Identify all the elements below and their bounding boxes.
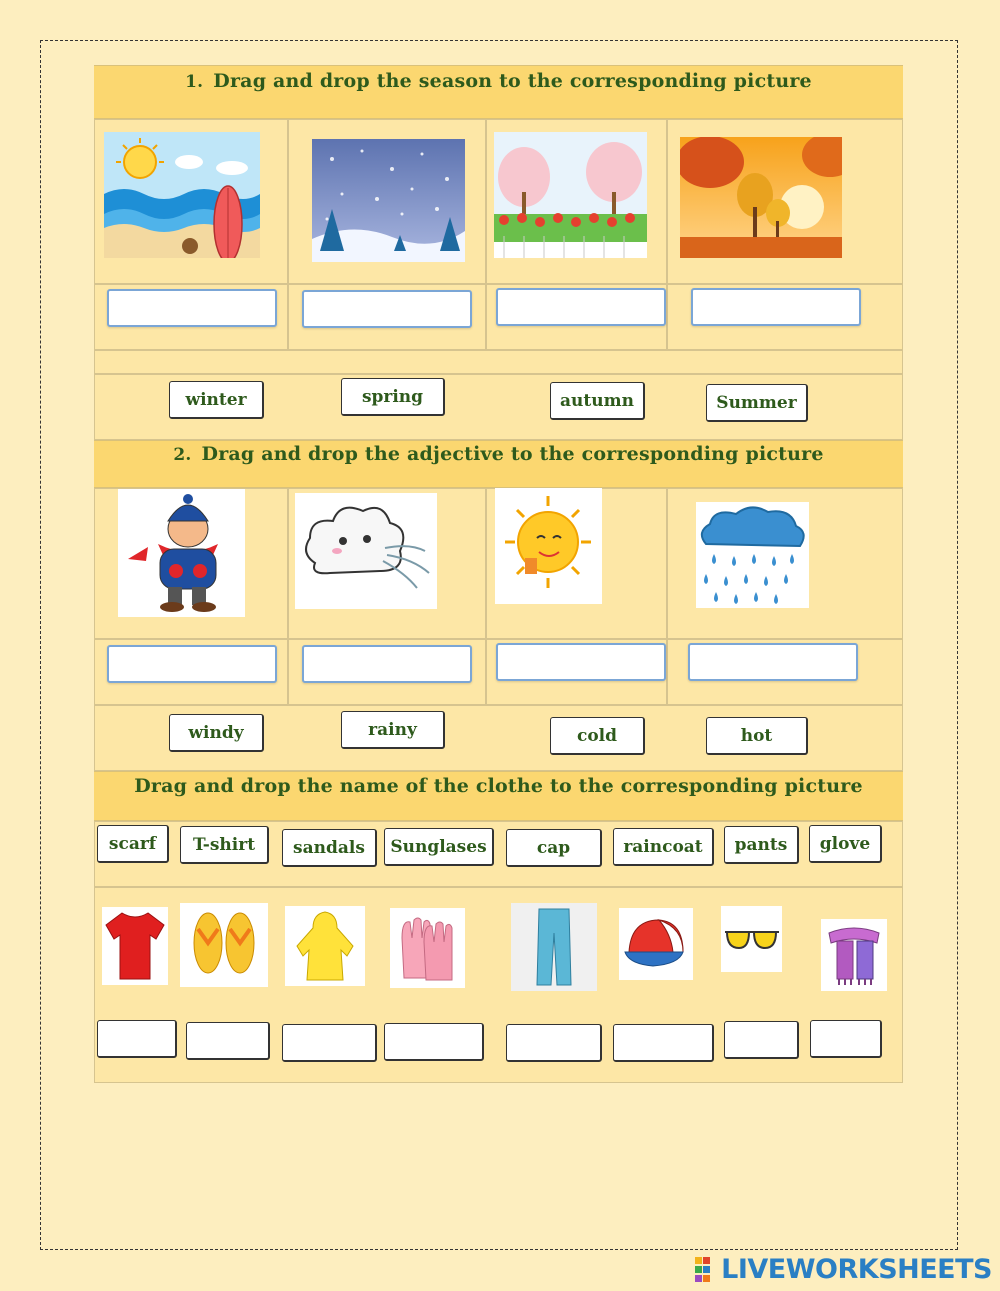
section1-number: 1. bbox=[185, 72, 204, 92]
section3-title: Drag and drop the name of the clothe to the corresponding picture bbox=[134, 775, 863, 797]
worksheet bbox=[94, 65, 903, 1083]
tshirt-image bbox=[102, 907, 168, 985]
clothe-word-raincoat[interactable]: raincoat bbox=[613, 828, 714, 866]
windy-cloud-image bbox=[295, 493, 437, 609]
clothe-drop-box-4[interactable] bbox=[384, 1023, 484, 1061]
cap-image bbox=[619, 908, 693, 980]
clothe-word-sandals[interactable]: sandals bbox=[282, 829, 377, 867]
section2-title: Drag and drop the adjective to the corresponding picture bbox=[201, 443, 824, 465]
season-word-summer[interactable]: Summer bbox=[706, 384, 808, 422]
section1-header bbox=[94, 65, 903, 119]
liveworksheets-logo[interactable] bbox=[695, 1254, 992, 1285]
season-word-spring[interactable]: spring bbox=[341, 378, 445, 416]
section1-title: Drag and drop the season to the corresponding picture bbox=[213, 70, 812, 92]
season-word-winter[interactable]: winter bbox=[169, 381, 264, 419]
glove-image bbox=[390, 908, 465, 988]
season-drop-box-1[interactable] bbox=[107, 289, 277, 327]
cold-man-image bbox=[118, 489, 245, 617]
sandals-image bbox=[180, 903, 268, 987]
clothe-word-scarf[interactable]: scarf bbox=[97, 825, 169, 863]
section2-header bbox=[94, 440, 903, 488]
hot-sun-image bbox=[495, 488, 602, 604]
liveworksheets-logo-icon bbox=[695, 1257, 719, 1283]
season-drop-box-3[interactable] bbox=[496, 288, 666, 326]
adjective-word-cold[interactable]: cold bbox=[550, 717, 645, 755]
clothe-word-tshirt[interactable]: T-shirt bbox=[180, 826, 269, 864]
season-drop-box-2[interactable] bbox=[302, 290, 472, 328]
season-word-autumn[interactable]: autumn bbox=[550, 382, 645, 420]
clothe-drop-box-8[interactable] bbox=[810, 1020, 882, 1058]
clothe-drop-box-5[interactable] bbox=[506, 1024, 602, 1062]
clothe-drop-box-6[interactable] bbox=[613, 1024, 714, 1062]
section3-header bbox=[94, 771, 903, 821]
adjective-drop-box-3[interactable] bbox=[496, 643, 666, 681]
clothe-word-cap[interactable]: cap bbox=[506, 829, 602, 867]
clothe-word-glove[interactable]: glove bbox=[809, 825, 882, 863]
adjective-word-rainy[interactable]: rainy bbox=[341, 711, 445, 749]
clothe-drop-box-2[interactable] bbox=[186, 1022, 270, 1060]
clothe-drop-box-7[interactable] bbox=[724, 1021, 799, 1059]
season-drop-box-4[interactable] bbox=[691, 288, 861, 326]
adjective-drop-box-1[interactable] bbox=[107, 645, 277, 683]
sunglasses-image bbox=[721, 906, 782, 972]
clothe-drop-box-3[interactable] bbox=[282, 1024, 377, 1062]
pants-image bbox=[511, 903, 597, 991]
raincoat-image bbox=[285, 906, 365, 986]
autumn-trees-image bbox=[680, 137, 842, 258]
liveworksheets-logo-text: LIVEWORKSHEETS bbox=[721, 1254, 992, 1285]
spring-flowers-image bbox=[494, 132, 647, 258]
clothe-drop-box-1[interactable] bbox=[97, 1020, 177, 1058]
adjective-drop-box-4[interactable] bbox=[688, 643, 858, 681]
scarf-image bbox=[821, 919, 887, 991]
rainy-cloud-image bbox=[696, 502, 809, 608]
summer-beach-image bbox=[104, 132, 260, 258]
clothe-word-sunglases[interactable]: Sunglases bbox=[384, 828, 494, 866]
section2-number: 2. bbox=[173, 445, 192, 465]
adjective-word-windy[interactable]: windy bbox=[169, 714, 264, 752]
adjective-word-hot[interactable]: hot bbox=[706, 717, 808, 755]
winter-snow-image bbox=[312, 139, 465, 262]
clothe-word-pants[interactable]: pants bbox=[724, 826, 799, 864]
adjective-drop-box-2[interactable] bbox=[302, 645, 472, 683]
